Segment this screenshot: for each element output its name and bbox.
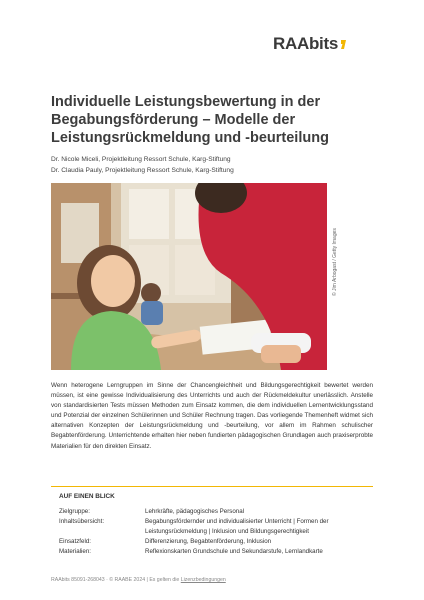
glance-value: Begabungsfördernder und individualisierter Unterricht | Formen der Leistungsrückmeldung | Inklusion und Bildungsgerechtigkeit (145, 518, 329, 535)
page-footer (51, 577, 226, 583)
glance-value: Lehrkräfte, pädagogisches Personal (145, 508, 245, 515)
page-title: Individuelle Leistungsbewertung in der Begabungsförderung – Modelle der Leistungsrückmeldung und -beurteilung (51, 94, 329, 146)
logo-text: RAAbits (273, 34, 338, 53)
glance-label: Inhaltsübersicht: (59, 518, 105, 525)
raabits-logo (273, 34, 338, 54)
classroom-photo (51, 183, 327, 370)
license-link[interactable]: Lizenzbedingungen (180, 577, 226, 583)
author-line: Dr. Claudia Pauly, Projektleitung Ressort Schule, Karg-Stiftung (51, 167, 234, 174)
classroom-illustration (51, 183, 327, 370)
glance-label: Materialien: (59, 548, 91, 555)
glance-value: Differenzierung, Begabtenförderung, Inklusion (145, 538, 272, 545)
logo-comma-icon (340, 39, 347, 50)
glance-label: Einsatzfeld: (59, 538, 91, 545)
at-a-glance-heading: AUF EINEN BLICK (59, 493, 115, 500)
glance-value: Reflexionskarten Grundschule und Sekundarstufe, Lernlandkarte (145, 548, 323, 555)
glance-label: Zielgruppe: (59, 508, 90, 515)
footer-text: RAAbits 85091-268043 · © RAABE 2024 | Es gelten die (51, 577, 181, 583)
photo-credit: © Jim Arbogast / Getty Images (332, 228, 338, 296)
intro-paragraph: Wenn heterogene Lerngruppen im Sinne der Chancengleichheit und Bildungsgerechtigkeit bewertet werden müssen, ist eine gewisse Individualisierung des Unterrichts und auch der Rückmeldekultur unerlässlich. Anstelle von standardisierten Tests müssen Methoden zum Einsatz kommen, die dem individuellen Lernentwicklungsstand und Potenzial der einzelnen Schülerinnen und Schüler Rechnung tragen. Das vorliegende Themenheft widmet sich alternativen Konzepten der Leistungsrückmeldung und -beurteilung, vor allem im Rahmen schulischer Begabtenförderung. Unterrichtende erhalten hier neben fundierten pädagogischen Grundlagen auch praxiserprobte Materialien für den direkten Einsatz. (51, 382, 373, 450)
at-a-glance-box (51, 486, 373, 564)
author-list (51, 154, 234, 176)
author-line: Dr. Nicole Miceli, Projektleitung Ressort Schule, Karg-Stiftung (51, 156, 231, 163)
